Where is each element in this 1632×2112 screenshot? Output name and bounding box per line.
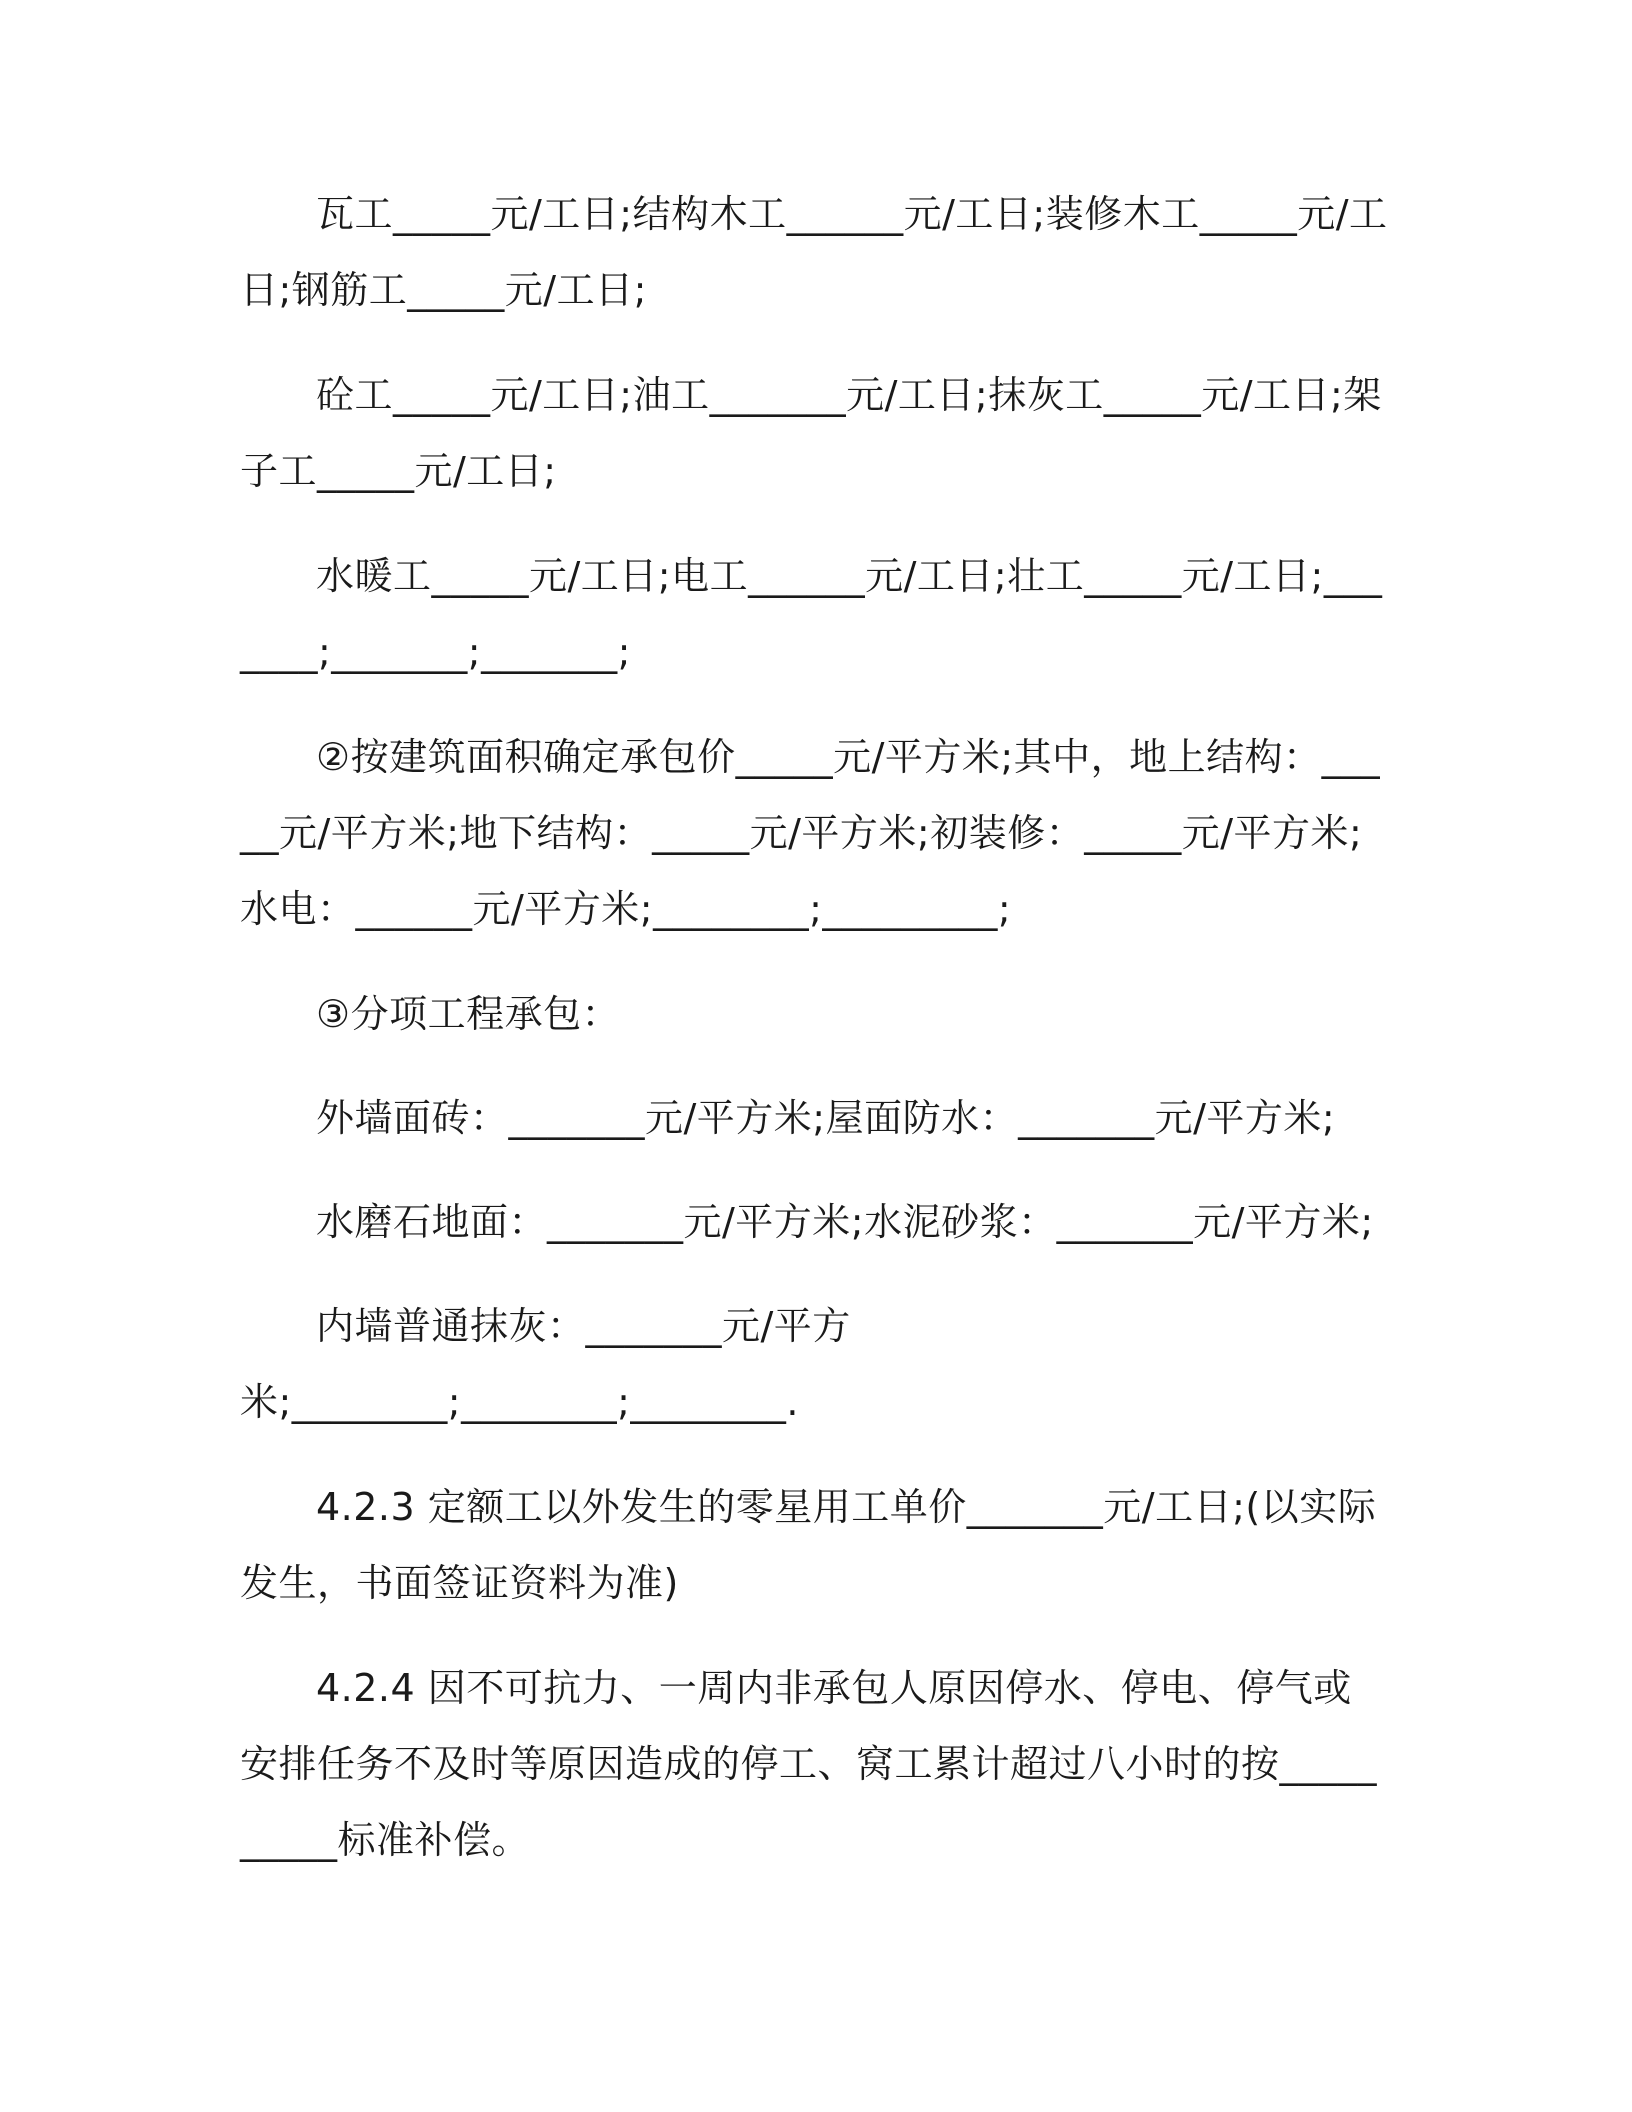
paragraph-subcontract-heading: ③分项工程承包： (316, 992, 621, 1036)
document-body (240, 176, 1390, 1907)
paragraph-area-price: ②按建筑面积确定承包价_____元/平方米;其中，地上结构：_____元/平方米;地下结构：_____元/平方米;初装修：_____元/平方米;水电：______元/平方米;________;_________; (240, 735, 1381, 931)
paragraph-labor-rates-2: 砼工_____元/工日;油工_______元/工日;抹灰工_____元/工日;架子工_____元/工日; (240, 373, 1382, 493)
paragraph-section-4-2-3: 4.2.3 定额工以外发生的零星用工单价_______元/工日;(以实际发生，书面签证资料为准) (240, 1485, 1377, 1605)
paragraph-exterior-roof: 外墙面砖：_______元/平方米;屋面防水：_______元/平方米; (316, 1096, 1336, 1140)
paragraph-labor-rates-3: 水暖工_____元/工日;电工______元/工日;壮工_____元/工日;_______;_______;_______; (240, 554, 1383, 674)
paragraph-labor-rates-1: 瓦工_____元/工日;结构木工______元/工日;装修木工_____元/工日;钢筋工_____元/工日; (240, 192, 1388, 312)
paragraph-terrazzo-mortar: 水磨石地面：_______元/平方米;水泥砂浆：_______元/平方米; (316, 1200, 1374, 1244)
paragraph-section-4-2-4: 4.2.4 因不可抗力、一周内非承包人原因停水、停电、停气或安排任务不及时等原因造成的停工、窝工累计超过八小时的按__________标准补偿。 (240, 1666, 1378, 1862)
paragraph-interior-plaster: 内墙普通抹灰：_______元/平方 米;________;________;________. (240, 1304, 851, 1424)
